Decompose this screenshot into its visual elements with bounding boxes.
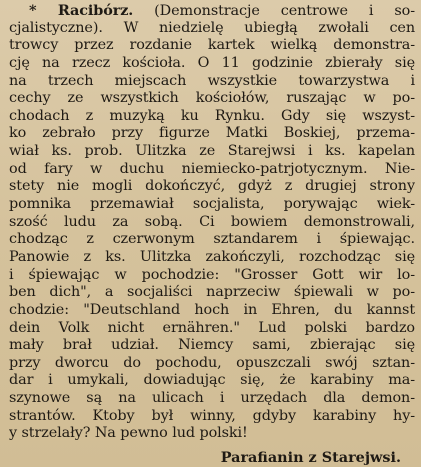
article-line: na trzech miejscach wszystkie towarzystwa i <box>9 72 415 89</box>
article-line: y strzelały? Na pewno lud polski! <box>9 425 248 442</box>
article-line: trowcy przez rozdanie kartek wielką demonstra- <box>9 37 415 54</box>
article-line: dein Volk nicht ernähren." Lud polski bardzo <box>9 319 415 336</box>
article-line: cjalistyczne). W niedzielę ubiegłą zwołali cen <box>9 19 415 36</box>
article-body <box>9 2 415 443</box>
article-line: stety nie mogli dokończyć, gdyż z drugiej strony <box>9 178 415 195</box>
article-line: chodach z muzyką ku Rynku. Gdy się wszyst- <box>9 107 415 124</box>
article-line: wiał ks. prob. Ulitzka ze Starejwsi i ks. kapelan <box>9 143 415 160</box>
article-line: strantów. Ktoby był winny, gdyby karabiny hy- <box>9 407 415 424</box>
article-line: dar i umykali, dowiadując się, że karabiny ma- <box>9 372 415 389</box>
article-line: ben dich", a socjaliści naprzeciw śpiewali w po- <box>9 284 415 301</box>
article-line: szynowe są na ulicach i urzędach dla demon- <box>9 390 415 407</box>
article-line: szość ludu za sobą. Ci bowiem demonstrowali, <box>9 213 415 230</box>
article-signature: Parafianin z Starejwsi. <box>220 449 401 466</box>
article-line: ko zebrało przy figurze Matki Boskiej, przema- <box>9 125 415 142</box>
article-line: pomnika przemawiał socjalista, porywając wiek- <box>9 196 415 213</box>
article-line: od fary w duchu niemiecko-patrjotycznym. Nie- <box>9 160 415 177</box>
article-lead-marker: * Racibórz. <box>29 2 134 19</box>
article-line: przy dworcu do pochodu, opuszczali swój sztan- <box>9 354 415 371</box>
article-line-text: (Demonstracje centrowe i so- <box>133 3 415 19</box>
article-line: mały brał udział. Niemcy sami, zbierając się <box>9 337 415 354</box>
article-line <box>9 2 415 20</box>
article-line: cję na rzecz kościoła. O 11 godzinie zbierały się <box>9 54 415 71</box>
article-line: cechy ze wszystkich kościołów, ruszając w po- <box>9 90 415 107</box>
article-line: chodzie: "Deutschland hoch in Ehren, du kannst <box>9 301 415 318</box>
article-line: chodząc z czerwonym sztandarem i śpiewając. <box>9 231 415 248</box>
article-line: Panowie z ks. Ulitzka zakończyli, rozchodząc się <box>9 248 415 265</box>
article-line: i śpiewając w pochodzie: "Grosser Gott wir lo- <box>9 266 415 283</box>
